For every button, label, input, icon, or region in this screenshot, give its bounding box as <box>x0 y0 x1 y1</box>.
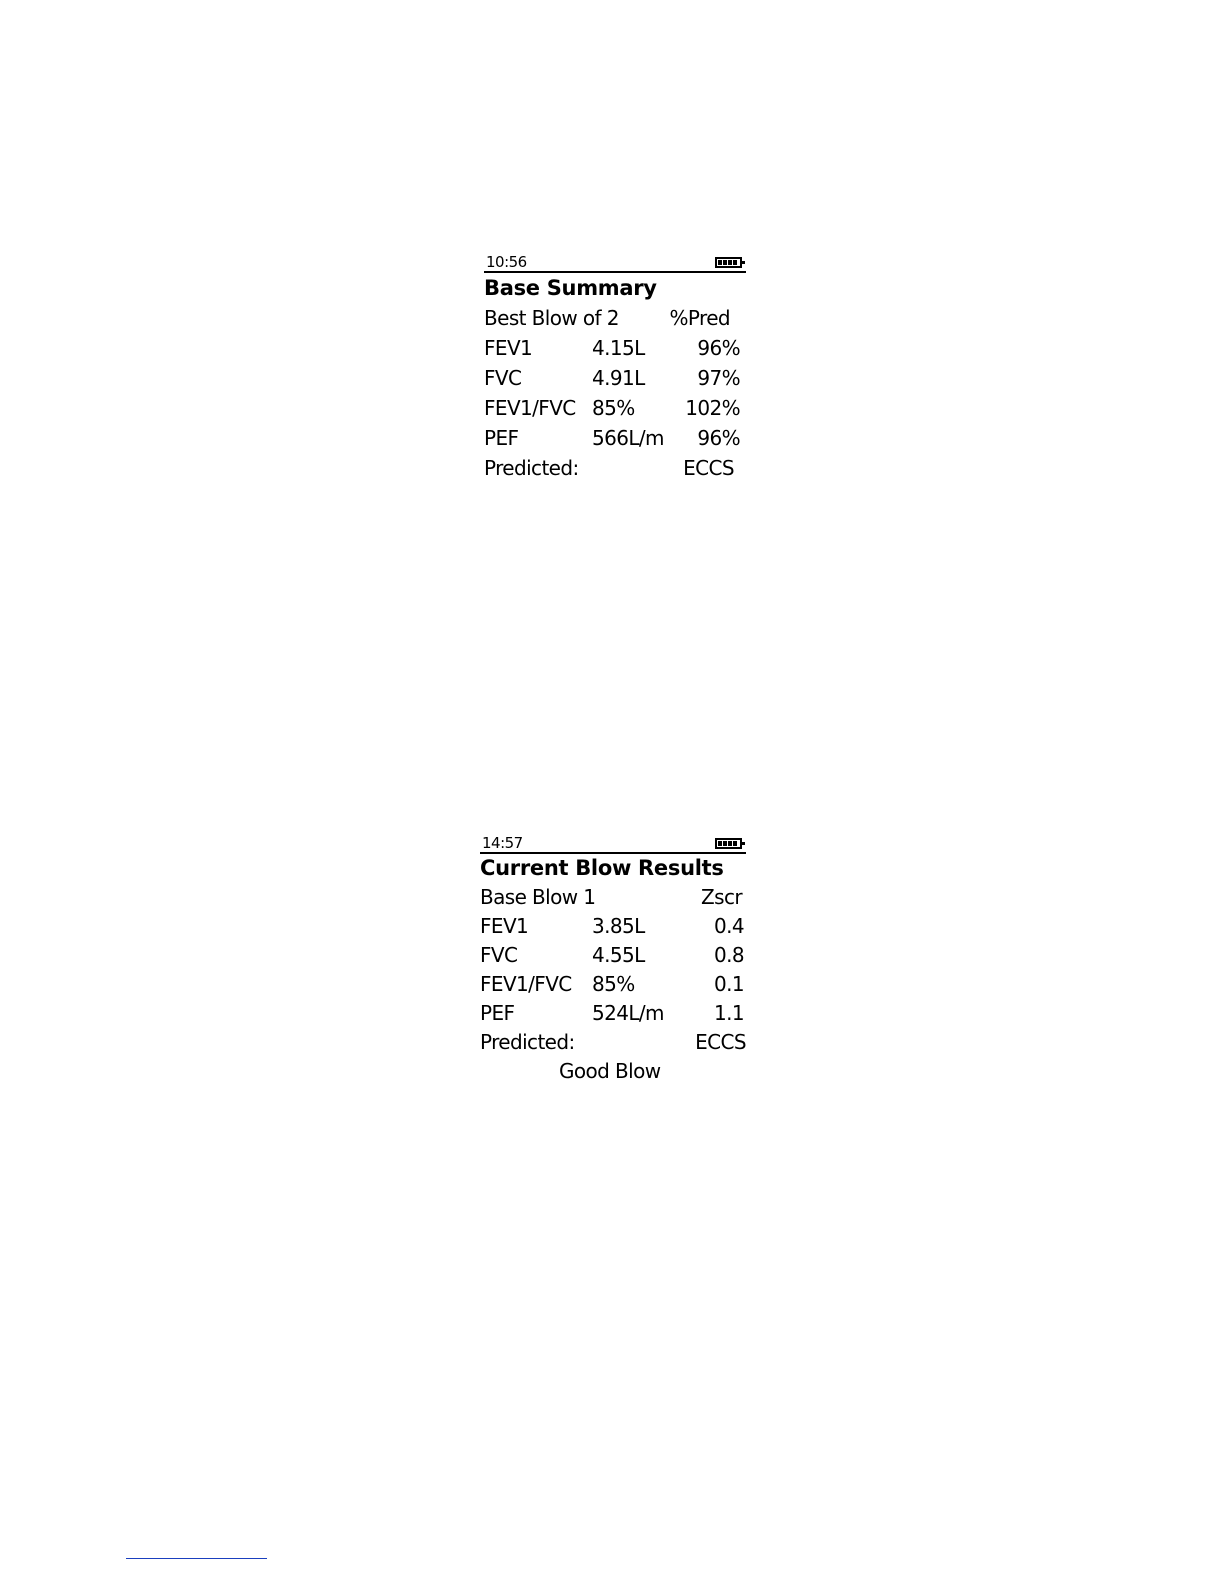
result-zscore: 0.8 <box>713 943 744 967</box>
result-zscore: 0.4 <box>713 914 744 938</box>
predicted-value: ECCS <box>683 456 734 480</box>
result-value: 566L/m <box>592 426 664 450</box>
result-value: 524L/m <box>592 1001 664 1025</box>
result-row-fev1-fvc <box>480 970 746 999</box>
footnote-divider <box>126 1558 267 1559</box>
result-value: 4.15L <box>592 336 645 360</box>
predicted-label: Predicted: <box>480 1030 575 1054</box>
result-row-fvc <box>480 941 746 970</box>
results-header-row <box>480 883 746 912</box>
base-summary-screen <box>484 250 746 483</box>
result-pred: 97% <box>697 366 740 390</box>
pred-column-header: %Pred <box>669 306 730 330</box>
result-label: FVC <box>484 366 522 390</box>
result-value: 85% <box>592 396 635 420</box>
result-row-fev1 <box>480 912 746 941</box>
result-label: PEF <box>484 426 519 450</box>
result-zscore: 0.1 <box>713 972 744 996</box>
result-pred: 96% <box>697 426 740 450</box>
result-pred: 96% <box>697 336 740 360</box>
result-label: FEV1 <box>480 914 529 938</box>
predicted-value: ECCS <box>695 1030 746 1054</box>
predicted-label: Predicted: <box>484 456 579 480</box>
battery-full-icon <box>715 838 742 849</box>
result-zscore: 1.1 <box>713 1001 744 1025</box>
result-pred: 102% <box>685 396 740 420</box>
screen-title: Base Summary <box>484 276 657 300</box>
clock-time: 14:57 <box>482 834 523 852</box>
base-blow-label: Base Blow 1 <box>480 885 596 909</box>
best-blow-label: Best Blow of 2 <box>484 306 619 330</box>
clock-time: 10:56 <box>486 253 527 271</box>
result-value: 4.91L <box>592 366 645 390</box>
status-bar <box>480 831 746 854</box>
predicted-row <box>480 1028 746 1057</box>
zscore-column-header: Zscr <box>701 885 742 909</box>
current-blow-results-screen <box>480 831 746 1086</box>
result-label: FVC <box>480 943 518 967</box>
result-value: 85% <box>592 972 635 996</box>
result-label: FEV1 <box>484 336 533 360</box>
result-label: FEV1/FVC <box>484 396 576 420</box>
results-header-row <box>484 303 746 333</box>
result-row-fev1 <box>484 333 746 363</box>
result-row-pef <box>480 999 746 1028</box>
result-row-pef <box>484 423 746 453</box>
battery-full-icon <box>715 257 742 268</box>
result-row-fev1-fvc <box>484 393 746 423</box>
predicted-row <box>484 453 746 483</box>
status-bar <box>484 250 746 273</box>
result-label: FEV1/FVC <box>480 972 572 996</box>
blow-quality-message: Good Blow <box>559 1059 661 1083</box>
result-value: 4.55L <box>592 943 645 967</box>
result-label: PEF <box>480 1001 515 1025</box>
result-row-fvc <box>484 363 746 393</box>
screen-title: Current Blow Results <box>480 856 724 880</box>
result-value: 3.85L <box>592 914 645 938</box>
